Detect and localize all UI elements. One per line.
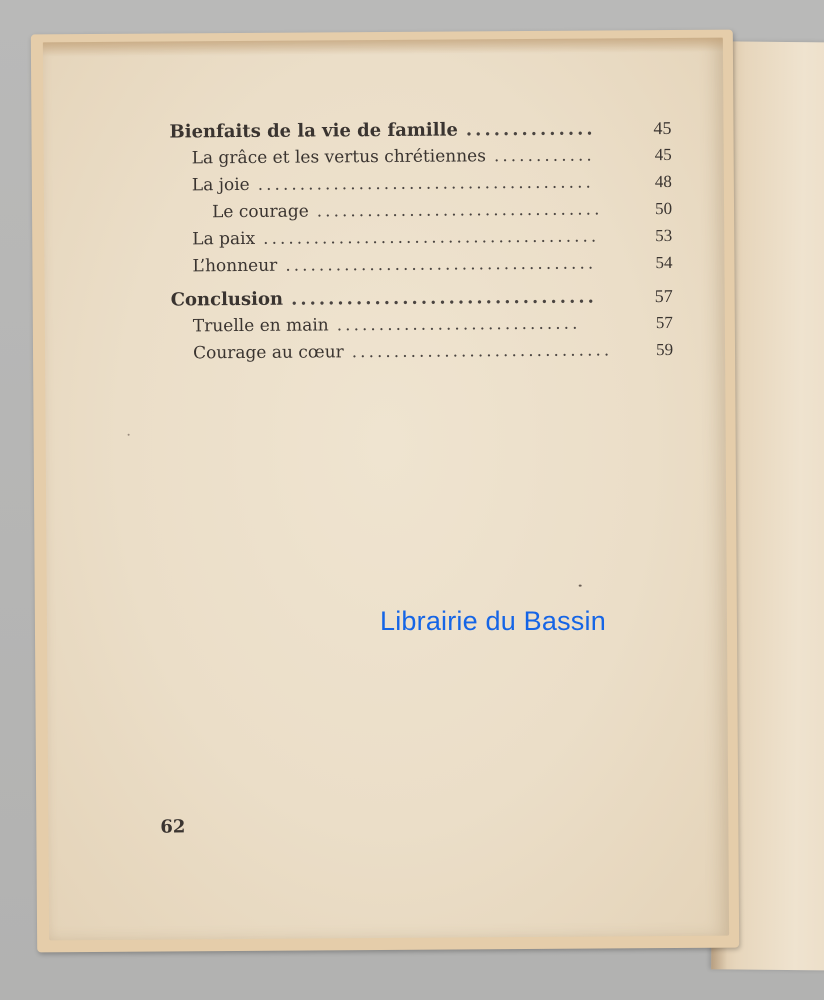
toc-entry-label: Le courage [211, 201, 309, 223]
table-of-contents [169, 118, 673, 370]
dot-leader: .................................. [316, 199, 603, 222]
toc-entry-label: Conclusion [170, 288, 284, 311]
dot-leader: ........................................ [263, 226, 600, 249]
toc-entry-page: 57 [655, 312, 673, 333]
toc-entry-paix [170, 226, 672, 257]
toc-entry-bienfaits [169, 118, 671, 149]
toc-entry-label: Truelle en main [192, 315, 329, 337]
toc-entry-page: 54 [655, 252, 673, 273]
toc-entry-label: La grâce et les vertus chrétiennes [191, 146, 486, 169]
toc-entry-label: Bienfaits de la vie de famille [169, 119, 458, 143]
toc-entry-label: Courage au cœur [192, 342, 344, 364]
toc-entry-page: 45 [654, 144, 672, 165]
toc-entry-grace [170, 145, 672, 176]
watermark-text: Librairie du Bassin [380, 606, 606, 636]
dot-leader: ............ [493, 145, 595, 167]
paper-speck [128, 434, 130, 436]
toc-entry-conclusion [171, 286, 673, 317]
toc-entry-page: 57 [654, 285, 673, 307]
toc-entry-truelle [171, 313, 673, 344]
toc-entry-joie [170, 172, 672, 203]
dot-leader: ............................... [351, 340, 613, 363]
dot-leader: .............. [465, 118, 596, 141]
toc-entry-page: 53 [655, 225, 673, 246]
toc-entry-page: 59 [655, 339, 674, 360]
toc-entry-page: 50 [654, 198, 673, 219]
toc-entry-label: La paix [192, 228, 256, 250]
dot-leader: ..................................... [285, 253, 597, 276]
dot-leader: ................................. [290, 286, 597, 310]
page-number: 62 [160, 816, 186, 838]
paper-speck [579, 585, 582, 587]
toc-entry-courage-coeur [171, 340, 673, 371]
toc-entry-page: 45 [653, 117, 672, 139]
toc-entry-label: La joie [191, 174, 250, 196]
toc-entry-honneur [170, 253, 672, 284]
toc-entry-page: 48 [654, 171, 672, 192]
dot-leader: ........................................ [257, 172, 594, 195]
left-page [43, 38, 729, 941]
dot-leader: ............................. [336, 313, 581, 336]
toc-entry-label: L’honneur [192, 255, 278, 277]
toc-entry-courage [170, 199, 672, 230]
